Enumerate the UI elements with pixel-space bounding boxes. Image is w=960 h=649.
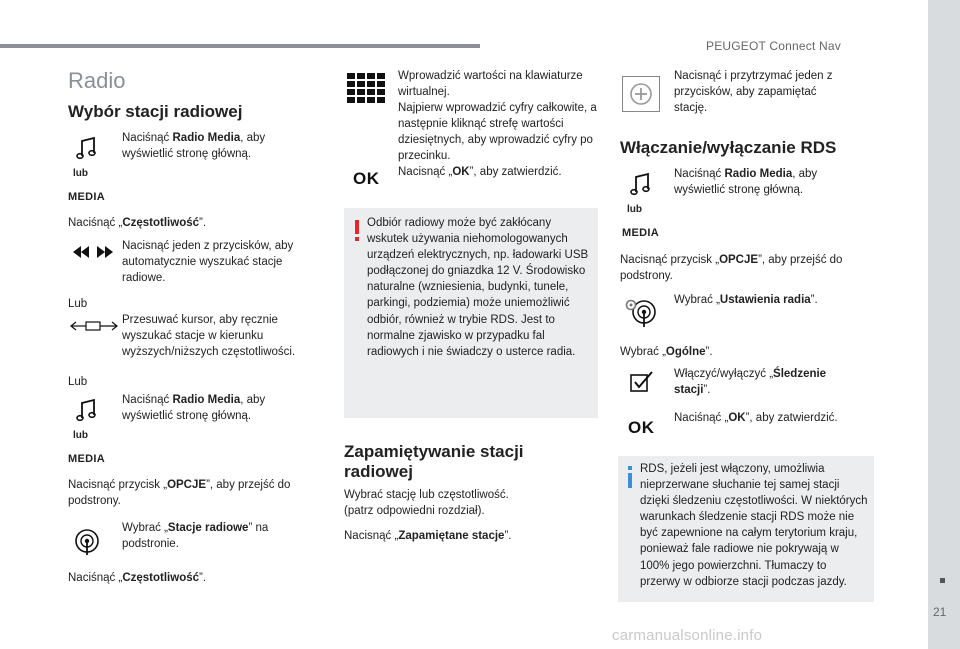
seek-arrows-icon	[70, 244, 116, 265]
step-general: Wybrać „Ogólne”.	[620, 346, 713, 358]
icon-caption-or-3: lub	[627, 204, 642, 215]
step-keypad: Wprowadzić wartości na klawiaturze wirtualnej. Najpierw wprowadzić cyfry całkowite, a następnie kliknąć strefę wartości dziesiętnych, aby wprowadzić cyfry po przecinku.	[398, 70, 597, 163]
step-select-station: Wybrać stację lub częstotliwość. (patrz odpowiedni rozdział).	[344, 489, 509, 518]
media-button-label: MEDIA	[68, 191, 105, 203]
music-note-icon-3	[630, 172, 652, 203]
heading-rds: Włączanie/wyłączanie RDS	[620, 138, 837, 157]
page-sidebar	[928, 0, 960, 649]
page-number: 21	[933, 605, 947, 619]
icon-caption-or: lub	[73, 168, 88, 179]
watermark: carmanualsonline.info	[612, 627, 763, 644]
step-auto-seek: Nacisnąć jeden z przycisków, aby automatycznie wyszukać stacje radiowe.	[122, 240, 294, 285]
frequency-slider-icon	[70, 320, 118, 337]
step-ok-confirm-2: Naciśnąć „OK”, aby zatwierdzić.	[674, 412, 838, 424]
radio-settings-icon	[624, 296, 660, 333]
step-radio-media-3: Naciśnąć Radio Media, aby wyświetlić stronę główną.	[674, 168, 818, 197]
header-rule	[0, 44, 480, 48]
step-hold-preset: Nacisnąć i przytrzymać jeden z przycisków, aby zapamiętać stację.	[674, 70, 833, 115]
or-label-2: Lub	[68, 376, 88, 388]
continue-marker	[940, 578, 945, 583]
ok-icon-2: OK	[628, 418, 655, 437]
section-title: Radio	[68, 68, 126, 93]
step-station-tracking: Włączyć/wyłączyć „Śledzenie stacji”.	[674, 368, 827, 397]
warning-icon	[354, 220, 360, 247]
step-options-rds: Nacisnąć przycisk „OPCJE”, aby przejść do podstrony.	[620, 254, 843, 283]
or-label: Lub	[68, 298, 88, 310]
add-preset-icon	[622, 76, 660, 117]
media-button-label-2: MEDIA	[68, 453, 105, 465]
radio-antenna-icon	[74, 528, 100, 561]
step-options: Nacisnąć przycisk „OPCJE”, aby przejść do podstrony.	[68, 479, 291, 508]
warning-text: Odbiór radiowy może być zakłócany wskutek używania niehomologowanych urządzeń elektrycznych, np. ładowarki USB podłączonej do gniazdka 12 V. Środowisko naturalne (wzniesienia, budynki, tunele, parkingi, podziemia) może uniemożliwić odbiór, również w trybie RDS. Jest to normalne zjawisko w przypadku fal radiowych i nie świadczy o usterce radia.	[367, 217, 589, 358]
manual-title: PEUGEOT Connect Nav	[706, 39, 841, 53]
info-icon	[627, 466, 633, 493]
music-note-icon	[76, 136, 98, 167]
info-text: RDS, jeżeli jest włączony, umożliwia nieprzerwane słuchanie tej samej stacji dzięki śledzeniu częstotliwości. W niektórych warunkach śledzenie stacji RDS może nie być zapewnione na całym terytorium kraju, ponieważ fale radiowe nie pokrywają w 100% jego powierzchni. Tłumaczy to przerwy w odbiorze stacji podczas jazdy.	[640, 463, 868, 588]
step-ok-confirm: Nacisnąć „OK”, aby zatwierdzić.	[398, 166, 562, 178]
step-radio-media-2: Naciśnąć Radio Media, aby wyświetlić stronę główną.	[122, 394, 266, 423]
step-radio-stations: Wybrać „Stacje radiowe” na podstronie.	[122, 522, 269, 551]
media-button-label-3: MEDIA	[622, 227, 659, 239]
keypad-icon	[347, 73, 387, 108]
checkbox-icon	[630, 370, 654, 397]
step-radio-settings: Wybrać „Ustawienia radia”.	[674, 294, 818, 306]
heading-memorize: Zapamiętywanie stacji radiowej	[344, 442, 524, 482]
ok-icon: OK	[353, 169, 380, 188]
step-press-frequency: Naciśnąć „Częstotliwość”.	[68, 217, 207, 229]
step-memorized-stations: Nacisnąć „Zapamiętane stacje”.	[344, 530, 512, 542]
music-note-icon-2	[76, 398, 98, 429]
step-manual-slide: Przesuwać kursor, aby ręcznie wyszukać stacje w kierunku wyższych/niższych częstotliwości.	[122, 314, 296, 359]
step-press-frequency-2: Naciśnąć „Częstotliwość”.	[68, 572, 207, 584]
step-radio-media: Naciśnąć Radio Media, aby wyświetlić stronę główną.	[122, 132, 266, 161]
icon-caption-or-2: lub	[73, 430, 88, 441]
heading-station-select: Wybór stacji radiowej	[68, 102, 243, 121]
